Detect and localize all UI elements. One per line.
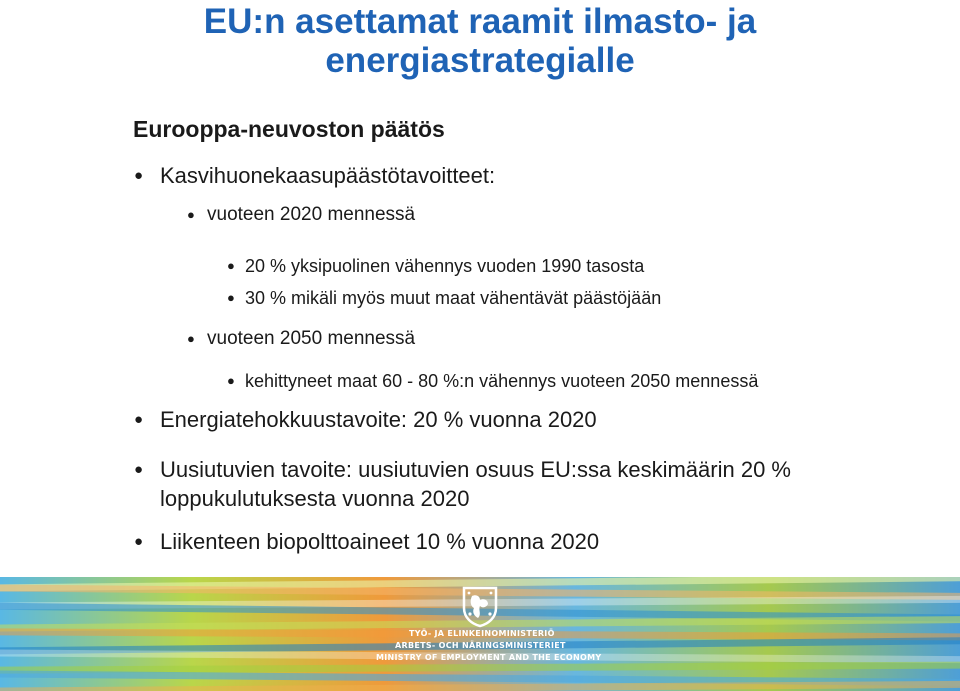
bullet-text: vuoteen 2020 mennessä — [207, 204, 416, 225]
page-title-line-2: energiastrategialle — [325, 41, 635, 80]
bullet-dot: ● — [227, 258, 235, 273]
sub-sub-bullet-30-percent — [227, 286, 661, 310]
bullet-dot: ● — [134, 411, 144, 428]
bullet-dot: ● — [134, 167, 144, 184]
bullet-dot: ● — [227, 373, 235, 388]
bullet-text: Energiatehokkuustavoite: 20 % vuonna 2020 — [160, 407, 597, 432]
sub-bullet-2020 — [187, 203, 415, 227]
ministry-name-fi: TYÖ- JA ELINKEINOMINISTERIÖ — [409, 629, 555, 638]
bullet-renewables — [134, 455, 791, 484]
sub-sub-bullet-developed-countries — [227, 369, 758, 393]
bullet-dot: ● — [134, 533, 144, 550]
bullet-text: kehittyneet maat 60 - 80 %:n vähennys vuoteen 2050 mennessä — [245, 371, 759, 391]
section-heading: Eurooppa-neuvoston päätös — [133, 116, 445, 142]
sub-sub-bullet-20-percent — [227, 254, 644, 278]
bullet-text: 30 % mikäli myös muut maat vähentävät päästöjään — [245, 288, 662, 308]
bullet-dot: ● — [134, 461, 144, 478]
bullet-biofuels — [134, 527, 599, 556]
bullet-dot: ● — [227, 290, 235, 305]
bullet-dot: ● — [187, 207, 195, 222]
bullet-renewables-continued — [160, 484, 469, 513]
bullet-dot: ● — [187, 331, 195, 346]
bullet-energy-efficiency — [134, 405, 597, 434]
bullet-text: vuoteen 2050 mennessä — [207, 328, 416, 349]
page-title-line-1: EU:n asettamat raamit ilmasto- ja — [203, 2, 757, 41]
finnish-lion-emblem-icon — [458, 584, 502, 628]
bullet-text-line-2: loppukulutuksesta vuonna 2020 — [160, 486, 470, 511]
bullet-text-line-1: Uusiutuvien tavoite: uusiutuvien osuus EU:ssa keskimäärin 20 % — [160, 457, 791, 482]
sub-bullet-2050 — [187, 327, 415, 351]
ministry-name-en: MINISTRY OF EMPLOYMENT AND THE ECONOMY — [376, 653, 602, 662]
ministry-name-sv: ARBETS- OCH NÄRINGSMINISTERIET — [395, 641, 566, 650]
bullet-text: Kasvihuonekaasupäästötavoitteet: — [160, 163, 496, 188]
bullet-text: Liikenteen biopolttoaineet 10 % vuonna 2020 — [160, 529, 600, 554]
bullet-greenhouse-targets — [134, 161, 495, 190]
bullet-text: 20 % yksipuolinen vähennys vuoden 1990 tasosta — [245, 256, 645, 276]
page-title — [0, 2, 960, 80]
